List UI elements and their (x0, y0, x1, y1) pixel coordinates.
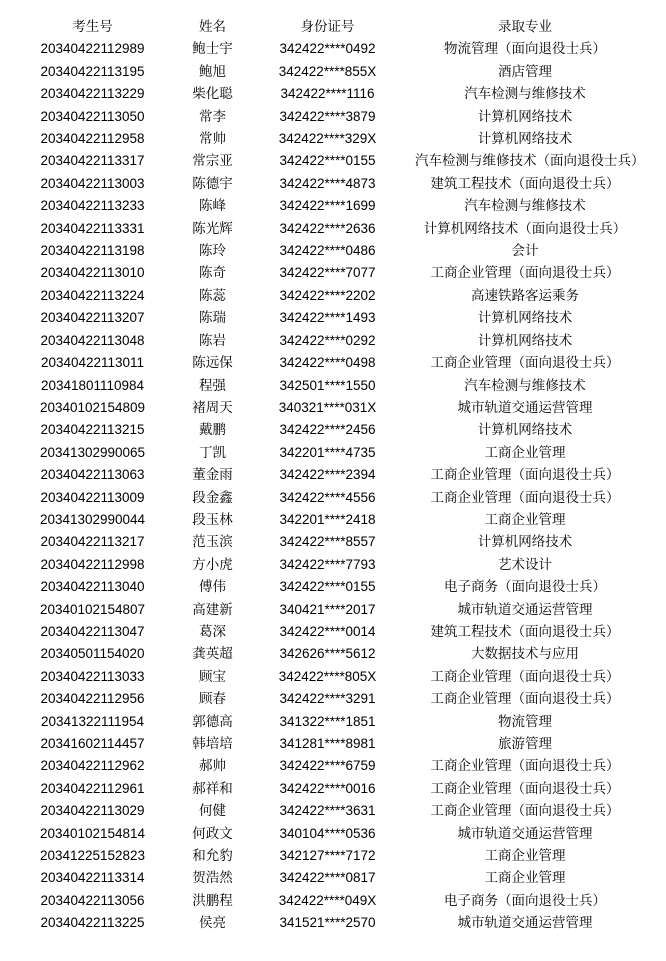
table-row (0, 666, 666, 688)
cell-id-number: 342422****3631 (279, 803, 376, 819)
table-row (0, 352, 666, 374)
table-row (0, 61, 666, 83)
cell-exam-id: 20340422113217 (40, 534, 145, 550)
table-row (0, 509, 666, 531)
cell-name: 韩培培 (192, 736, 233, 751)
cell-major: 工商企业管理 (484, 848, 566, 864)
table-row (0, 487, 666, 509)
table-row (0, 128, 666, 150)
cell-major: 工商企业管理 (484, 444, 566, 460)
cell-exam-id: 20341801110984 (40, 377, 145, 393)
cell-major: 计算机网络技术 (477, 131, 573, 147)
cell-id-number: 341521****2570 (279, 915, 376, 931)
cell-major: 计算机网络技术 (477, 310, 573, 326)
cell-exam-id: 20340501154020 (40, 646, 145, 662)
cell-major: 计算机网络技术 (477, 422, 573, 438)
header-id-number: 身份证号 (300, 19, 355, 34)
cell-exam-id: 20340422113198 (40, 243, 145, 259)
cell-major: 工商企业管理（面向退役士兵） (430, 489, 620, 505)
cell-name: 龚英超 (192, 646, 233, 662)
table-row (0, 778, 666, 800)
cell-id-number: 342422****0155 (279, 579, 376, 595)
cell-name: 陈奇 (199, 265, 226, 281)
cell-name: 何健 (199, 803, 226, 819)
cell-id-number: 342422****2202 (279, 287, 376, 303)
cell-exam-id: 20341602114457 (40, 736, 145, 751)
cell-name: 郭德高 (192, 713, 233, 729)
table-row (0, 262, 666, 284)
cell-exam-id: 20340422113063 (40, 467, 145, 483)
cell-id-number: 342422****0014 (279, 623, 376, 639)
cell-exam-id: 20340422113009 (40, 489, 145, 505)
cell-name: 常帅 (199, 131, 226, 147)
cell-major: 工商企业管理（面向退役士兵） (430, 467, 620, 483)
cell-name: 顾春 (199, 691, 226, 707)
table-row (0, 375, 666, 397)
cell-exam-id: 20340422113003 (40, 175, 145, 191)
cell-major: 城市轨道交通运营管理 (457, 825, 593, 841)
cell-name: 陈峰 (199, 198, 226, 214)
cell-exam-id: 20340422113207 (40, 310, 145, 326)
cell-name: 陈蕊 (199, 287, 226, 303)
cell-major: 工商企业管理（面向退役士兵） (430, 668, 620, 684)
table-row (0, 755, 666, 777)
table-row (0, 195, 666, 217)
cell-id-number: 342422****7077 (279, 265, 376, 281)
cell-id-number: 342422****4873 (279, 175, 376, 191)
table-row (0, 285, 666, 307)
cell-id-number: 342422****2636 (279, 220, 376, 236)
table-row (0, 83, 666, 105)
cell-name: 洪鹏程 (192, 892, 233, 908)
cell-id-number: 342422****855X (278, 63, 377, 79)
cell-id-number: 342422****1699 (279, 198, 376, 214)
cell-id-number: 342422****2394 (279, 467, 376, 483)
cell-id-number: 342422****0292 (279, 332, 376, 348)
cell-exam-id: 20340422112961 (40, 780, 145, 796)
cell-name: 葛深 (199, 623, 226, 639)
cell-id-number: 340321****031X (278, 399, 377, 415)
cell-id-number: 342422****0486 (279, 243, 376, 259)
cell-name: 方小虎 (192, 556, 233, 572)
cell-major: 工商企业管理 (484, 511, 566, 527)
cell-id-number: 342422****2456 (279, 422, 376, 438)
cell-exam-id: 20340422113215 (40, 422, 145, 438)
cell-id-number: 341281****8981 (279, 736, 376, 751)
cell-id-number: 342422****1493 (279, 310, 376, 326)
cell-exam-id: 20340422113040 (40, 579, 145, 595)
cell-id-number: 342422****0492 (279, 41, 376, 57)
cell-major: 物流管理 (498, 713, 552, 729)
table-row (0, 867, 666, 889)
cell-major: 会计 (511, 243, 539, 259)
cell-id-number: 342422****4556 (279, 489, 376, 505)
cell-exam-id: 20340422113331 (40, 220, 145, 236)
cell-id-number: 340421****2017 (279, 601, 376, 617)
table-row (0, 419, 666, 441)
cell-name: 陈玲 (199, 243, 226, 259)
cell-name: 段玉林 (192, 511, 233, 527)
cell-exam-id: 20341225152823 (39, 848, 146, 864)
table-row (0, 823, 666, 845)
table-row (0, 173, 666, 195)
cell-exam-id: 20340422113056 (40, 892, 145, 908)
cell-major: 建筑工程技术（面向退役士兵） (430, 175, 620, 191)
cell-major: 工商企业管理（面向退役士兵） (430, 758, 620, 774)
admission-table (0, 16, 666, 935)
cell-id-number: 342422****329X (278, 131, 377, 147)
cell-exam-id: 20340422113011 (40, 355, 145, 371)
cell-id-number: 342422****0817 (279, 870, 376, 886)
cell-major: 城市轨道交通运营管理 (457, 399, 593, 415)
cell-exam-id: 20340422113050 (40, 108, 145, 124)
cell-major: 高速铁路客运乘务 (471, 287, 579, 303)
cell-id-number: 342422****049X (278, 892, 377, 908)
cell-id-number: 342422****805X (278, 668, 377, 684)
cell-exam-id: 20340422112958 (40, 131, 145, 147)
cell-exam-id: 20340422112989 (40, 41, 145, 57)
cell-id-number: 342422****3879 (279, 108, 376, 124)
cell-name: 褚周天 (192, 399, 233, 415)
cell-exam-id: 20340422113029 (40, 803, 145, 819)
cell-name: 陈瑞 (199, 310, 226, 326)
cell-name: 郝帅 (199, 758, 226, 774)
table-row (0, 150, 666, 172)
cell-name: 陈岩 (199, 332, 226, 348)
cell-id-number: 342422****7793 (279, 556, 376, 572)
cell-major: 汽车检测与维修技术 (464, 86, 586, 102)
table-row (0, 554, 666, 576)
cell-exam-id: 20341302990065 (39, 444, 146, 460)
cell-major: 计算机网络技术 (477, 108, 573, 124)
cell-name: 贺浩然 (192, 870, 233, 886)
table-row (0, 106, 666, 128)
table-row (0, 845, 666, 867)
cell-id-number: 342422****1116 (280, 86, 375, 102)
cell-name: 陈德宇 (192, 175, 233, 191)
table-row (0, 307, 666, 329)
cell-major: 计算机网络技术 (477, 534, 573, 550)
cell-name: 傅伟 (199, 579, 226, 595)
cell-id-number: 340104****0536 (279, 825, 376, 841)
cell-exam-id: 20340422113233 (40, 198, 145, 214)
cell-name: 程强 (199, 377, 226, 393)
table-row (0, 711, 666, 733)
cell-id-number: 342422****0498 (279, 355, 376, 371)
table-row (0, 688, 666, 710)
cell-name: 陈远保 (192, 355, 233, 371)
cell-exam-id: 20340422113010 (40, 265, 145, 281)
cell-exam-id: 20340422113048 (40, 332, 145, 348)
cell-name: 陈光辉 (192, 220, 233, 236)
table-body (0, 38, 666, 934)
cell-major: 酒店管理 (498, 63, 552, 79)
table-row (0, 800, 666, 822)
cell-major: 大数据技术与应用 (471, 646, 579, 662)
cell-major: 电子商务（面向退役士兵） (444, 579, 606, 595)
cell-id-number: 342422****8557 (279, 534, 376, 550)
cell-exam-id: 20340102154814 (39, 825, 146, 841)
cell-name: 鲍旭 (199, 63, 226, 79)
cell-name: 丁凯 (199, 444, 226, 460)
cell-id-number: 341322****1851 (279, 713, 376, 729)
table-row (0, 599, 666, 621)
cell-exam-id: 20341322111954 (40, 713, 145, 729)
cell-major: 旅游管理 (498, 736, 552, 751)
cell-major: 艺术设计 (498, 556, 552, 572)
cell-exam-id: 20340422113225 (40, 915, 145, 931)
cell-major: 计算机网络技术（面向退役士兵） (423, 220, 627, 236)
header-row (0, 16, 666, 38)
cell-major: 汽车检测与维修技术（面向退役士兵） (415, 153, 645, 169)
cell-major: 物流管理（面向退役士兵） (444, 41, 606, 57)
admission-list-page (0, 16, 666, 935)
cell-name: 高建新 (192, 601, 233, 617)
cell-name: 鲍士宇 (192, 41, 233, 57)
cell-exam-id: 20340422113317 (40, 153, 145, 169)
cell-exam-id: 20340102154809 (39, 399, 146, 415)
cell-exam-id: 20340422113195 (40, 63, 145, 79)
cell-name: 郝祥和 (192, 780, 233, 796)
cell-name: 段金鑫 (192, 489, 233, 505)
table-row (0, 621, 666, 643)
table-row (0, 218, 666, 240)
table-row (0, 912, 666, 934)
table-row (0, 240, 666, 262)
cell-major: 计算机网络技术 (477, 332, 573, 348)
table-row (0, 733, 666, 755)
cell-exam-id: 20340422113314 (40, 870, 145, 886)
cell-major: 工商企业管理（面向退役士兵） (430, 780, 620, 796)
cell-exam-id: 20340422112956 (40, 691, 145, 707)
cell-major: 城市轨道交通运营管理 (457, 915, 593, 931)
cell-exam-id: 20340422112962 (40, 758, 145, 774)
cell-id-number: 342422****0155 (279, 153, 376, 169)
header-major: 录取专业 (498, 19, 552, 34)
cell-major: 电子商务（面向退役士兵） (444, 892, 606, 908)
table-row (0, 442, 666, 464)
cell-id-number: 342501****1550 (279, 377, 376, 393)
cell-exam-id: 20340422113047 (40, 623, 145, 639)
table-row (0, 38, 666, 60)
cell-exam-id: 20340422113229 (40, 86, 145, 102)
cell-id-number: 342626****5612 (279, 646, 376, 662)
cell-name: 何政文 (192, 825, 233, 841)
cell-exam-id: 20340422113224 (40, 287, 145, 303)
table-row (0, 643, 666, 665)
cell-id-number: 342127****7172 (279, 848, 376, 864)
cell-name: 董金雨 (192, 467, 233, 483)
cell-id-number: 342422****3291 (279, 691, 376, 707)
table-row (0, 531, 666, 553)
table-row (0, 890, 666, 912)
cell-major: 建筑工程技术（面向退役士兵） (430, 623, 620, 639)
cell-id-number: 342201****4735 (279, 444, 376, 460)
cell-major: 汽车检测与维修技术 (464, 377, 586, 393)
cell-name: 和允豹 (192, 848, 233, 864)
cell-major: 城市轨道交通运营管理 (457, 601, 593, 617)
cell-exam-id: 20340422113033 (40, 668, 145, 684)
cell-name: 范玉滨 (192, 534, 233, 550)
cell-exam-id: 20341302990044 (39, 511, 146, 527)
cell-major: 工商企业管理（面向退役士兵） (430, 265, 620, 281)
cell-id-number: 342422****6759 (279, 758, 376, 774)
cell-major: 工商企业管理（面向退役士兵） (430, 803, 620, 819)
cell-exam-id: 20340102154807 (39, 601, 146, 617)
cell-name: 戴鹏 (199, 422, 226, 438)
cell-name: 柴化聪 (192, 86, 233, 102)
table-row (0, 576, 666, 598)
cell-major: 工商企业管理 (484, 870, 566, 886)
table-row (0, 464, 666, 486)
table-row (0, 397, 666, 419)
cell-major: 工商企业管理（面向退役士兵） (430, 355, 620, 371)
cell-name: 常宗亚 (192, 153, 233, 169)
table-row (0, 330, 666, 352)
cell-major: 工商企业管理（面向退役士兵） (430, 691, 620, 707)
cell-name: 顾宝 (199, 668, 226, 684)
cell-exam-id: 20340422112998 (40, 556, 145, 572)
cell-id-number: 342201****2418 (279, 511, 376, 527)
header-exam-id: 考生号 (72, 19, 113, 34)
cell-major: 汽车检测与维修技术 (464, 198, 586, 214)
header-name: 姓名 (199, 19, 226, 34)
cell-id-number: 342422****0016 (279, 780, 376, 796)
cell-name: 常李 (199, 108, 226, 124)
cell-name: 侯亮 (199, 915, 226, 931)
